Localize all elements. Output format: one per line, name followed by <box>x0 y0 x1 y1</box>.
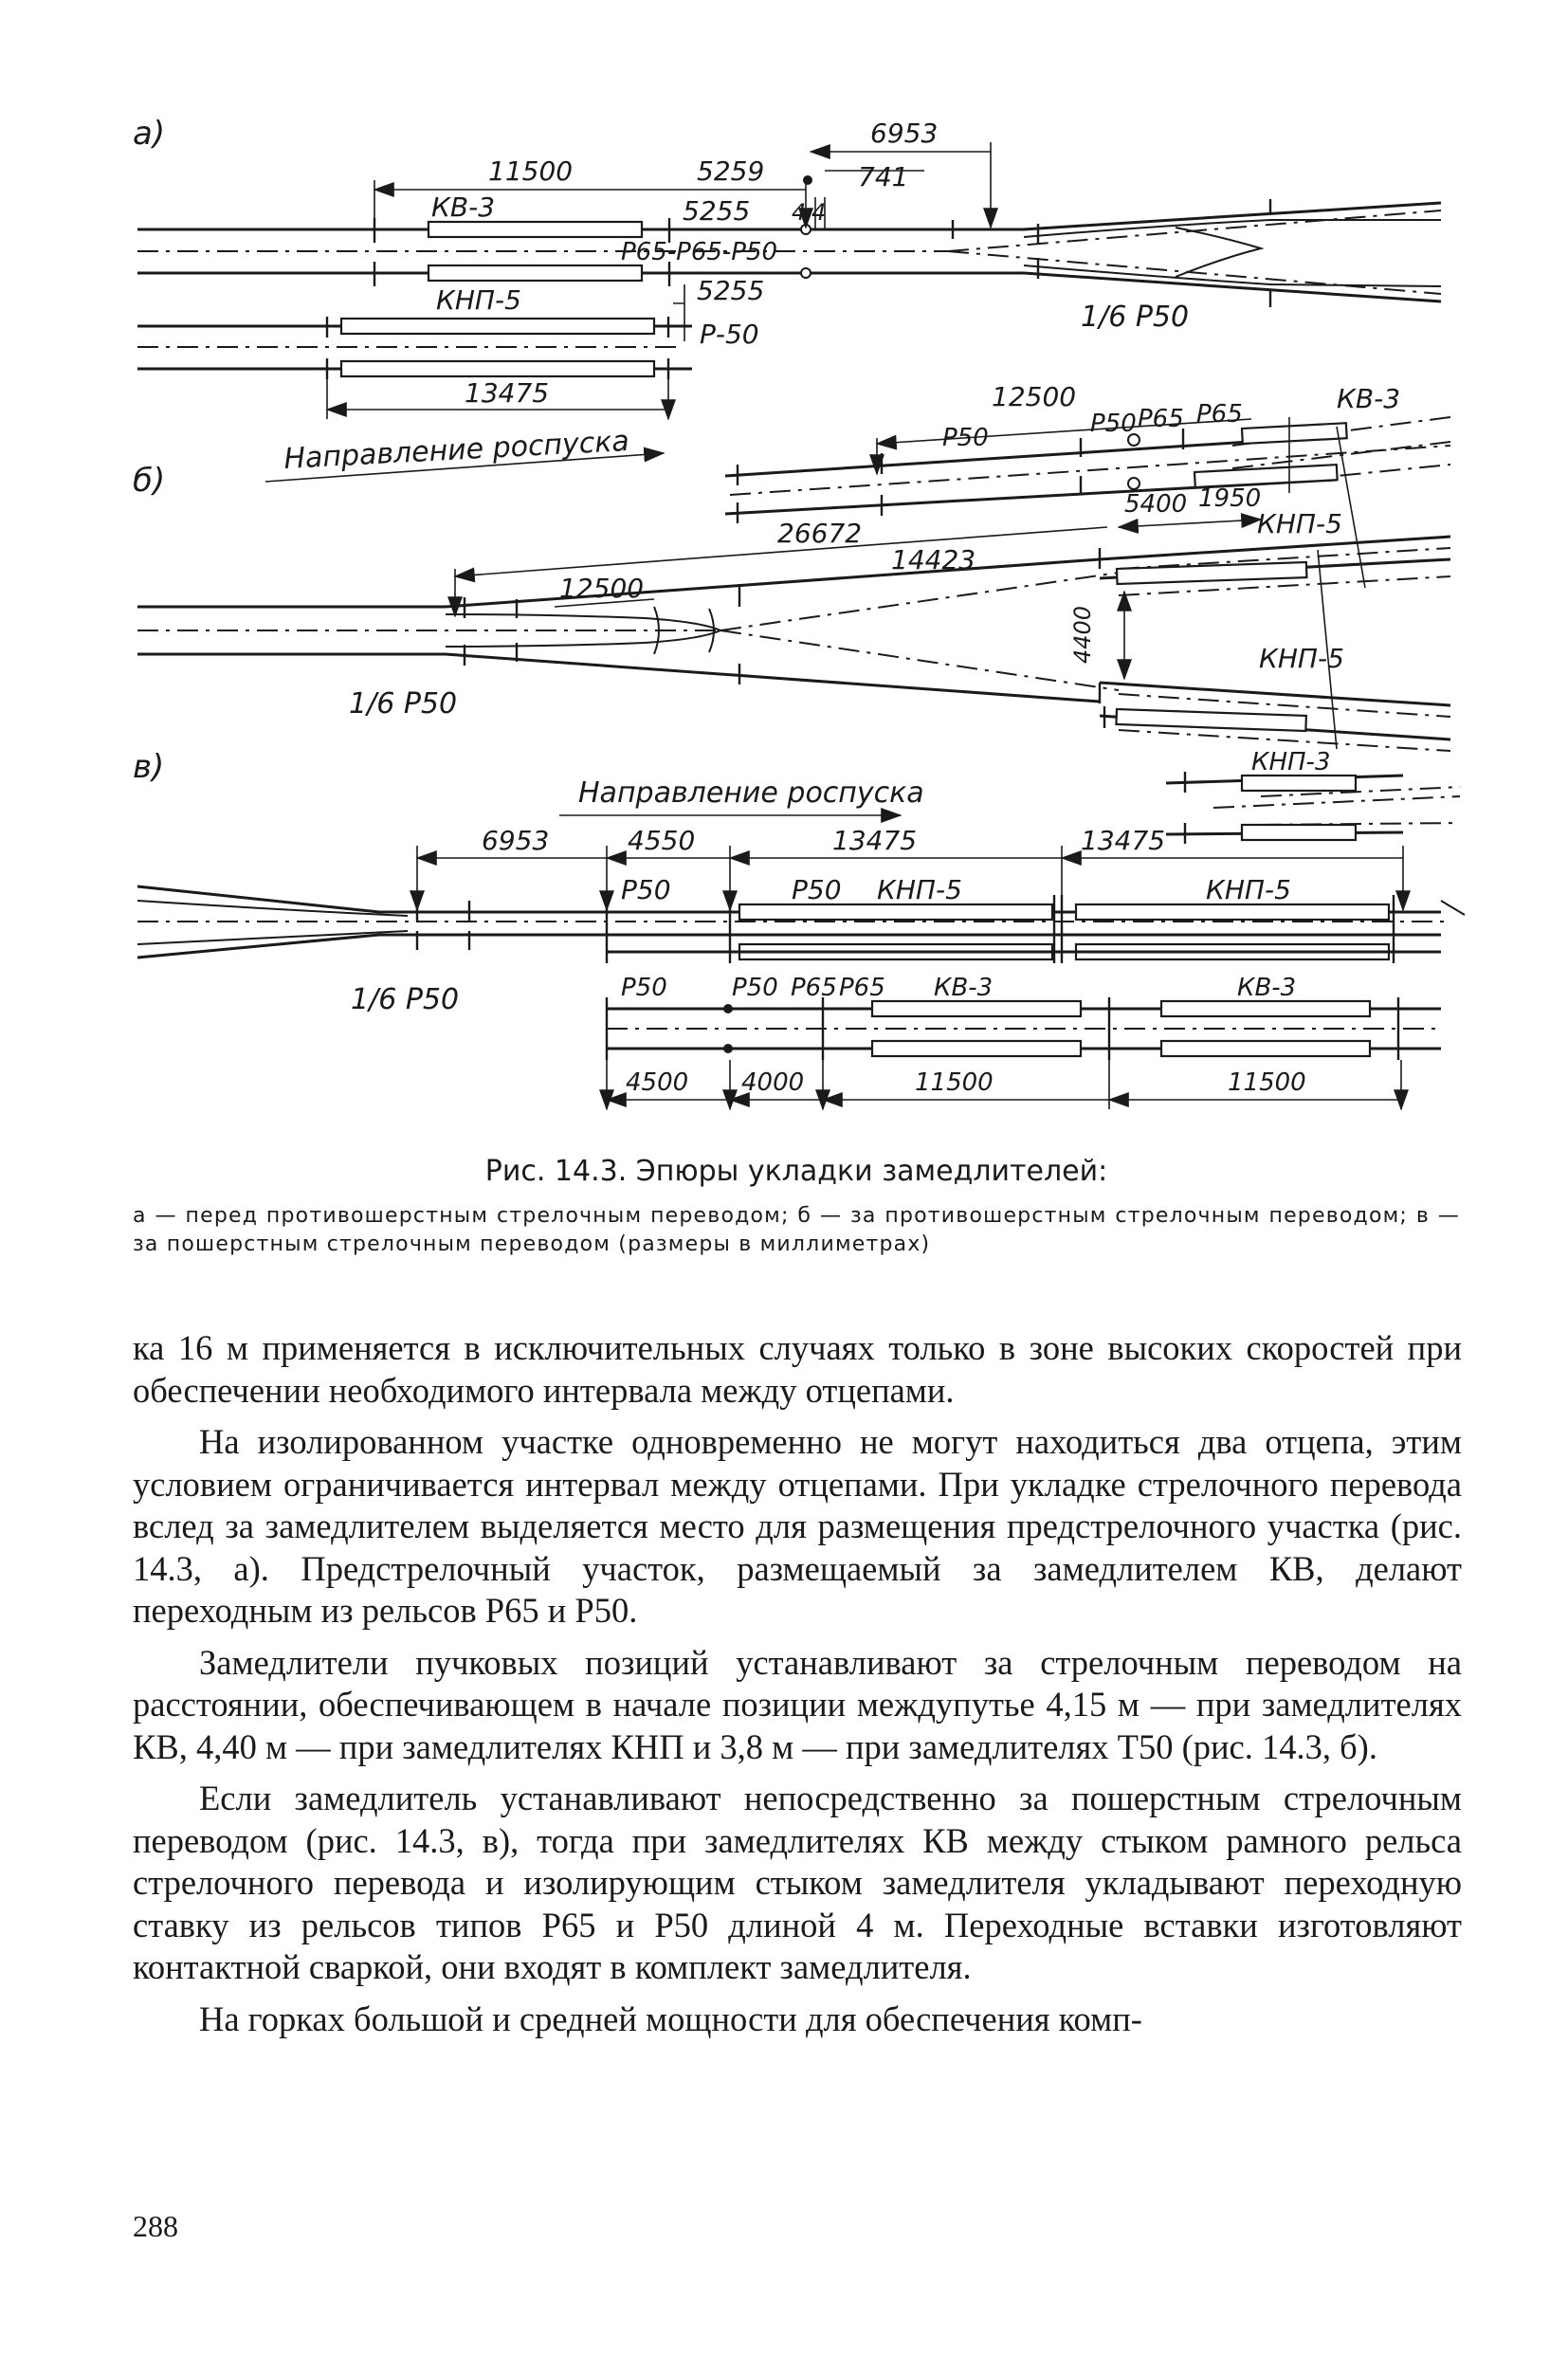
figure-caption-title: Рис. 14.3. Эпюры укладки замедлителей: <box>484 1155 1108 1188</box>
paragraph-1: ка 16 м применяется в исключительных случаях только в зоне высоких скоростей при обеспечении необходимого интервала между отцепами. <box>133 1328 1462 1410</box>
retarder-kv3-c4 <box>1161 1041 1370 1056</box>
figure-caption-description: а — перед противошерстным стрелочным переводом; б — за противошерстным стрелочным переводом; в — за пошерстным стрелочным переводом (размеры в миллиметрах) <box>133 1204 1460 1256</box>
retarder-kv3-c2 <box>1161 1001 1370 1016</box>
paragraph-3: Замедлители пучковых позиций устанавливают за стрелочным переводом на расстоянии, обеспечивающем в начале позиции междупутье 4,15 м — при замедлителях КВ, 4,40 м — при замедлителях КНП и 3,8 м — при замедлителях Т50 (рис. 14.3, б). <box>133 1642 1462 1766</box>
dim-a-5255-bottom: 5255 <box>697 275 765 306</box>
retarder-knp3-c2 <box>1242 825 1356 840</box>
dim-b-14423: 14423 <box>891 544 976 575</box>
label-c-p50-4: Р50 <box>732 974 778 1002</box>
diagram-part-c <box>133 748 1465 1109</box>
dim-c-11500-1: 11500 <box>915 1068 994 1097</box>
dim-b-1950: 1950 <box>1198 484 1262 513</box>
direction-label-1: Направление роспуска <box>283 424 630 476</box>
label-b-p65-2: Р65 <box>1196 400 1243 429</box>
part-label-c: в) <box>133 748 165 786</box>
label-a-kv3: КВ-3 <box>431 192 496 223</box>
retarder-knp5-a <box>428 265 642 281</box>
dim-c-13475-1: 13475 <box>832 825 918 856</box>
label-c-knp5-1: КНП-5 <box>877 874 962 905</box>
diagram-part-a <box>133 115 1441 419</box>
dim-b-5400: 5400 <box>1124 490 1188 519</box>
dim-b-4400: 4400 <box>1069 605 1096 664</box>
dim-b-12500-mid: 12500 <box>559 573 645 604</box>
page-number: 288 <box>133 2209 178 2243</box>
dim-c-4000: 4000 <box>741 1068 805 1097</box>
body-text <box>133 1327 1462 2050</box>
label-c-knp3: КНП-3 <box>1251 748 1331 776</box>
paragraph-2: На изолированном участке одновременно не могут находиться два отцепа, этим условием ограничивается интервал между отцепами. При укладке стрелочного перевода вслед за замедлителем выделяется место для размещения предстрелочного участка (рис. 14.3, а). Предстрелочный участок, размещаемый за замедлителем КВ, делают переходным из рельсов Р65 и Р50. <box>133 1422 1462 1630</box>
dim-a-5259: 5259 <box>697 155 765 187</box>
label-c-switch: 1/6 Р50 <box>351 983 460 1016</box>
label-c-kv3-1: КВ-3 <box>934 974 994 1002</box>
label-b-p65-1: Р65 <box>1138 405 1184 433</box>
dim-a-11500: 11500 <box>488 155 574 187</box>
dim-a-741: 741 <box>858 161 909 192</box>
part-label-a: а) <box>133 115 166 153</box>
retarder-kv3-b <box>1242 423 1347 444</box>
label-c-p65-1: Р65 <box>791 974 837 1002</box>
retarder-kv3-c3 <box>872 1041 1081 1056</box>
label-b-knp5-2: КНП-5 <box>1259 643 1344 674</box>
label-c-kv3-2: КВ-3 <box>1237 974 1297 1002</box>
dim-a-4-right: 4 <box>811 199 827 226</box>
dim-c-4500: 4500 <box>626 1068 689 1097</box>
direction-label-2: Направление роспуска <box>578 776 924 810</box>
label-c-p65-2: Р65 <box>839 974 885 1002</box>
retarder-kv3-c1 <box>872 1001 1081 1016</box>
track-layout-figure <box>0 0 1568 1147</box>
retarder-knp5-b3 <box>1116 709 1305 731</box>
paragraph-5: На горках большой и средней мощности для обеспечения комп- <box>199 1999 1142 2038</box>
retarder-p50-a2 <box>341 361 654 376</box>
label-c-p50-3: Р50 <box>621 974 667 1002</box>
part-label-b: б) <box>133 462 166 500</box>
dim-c-4550: 4550 <box>628 825 696 856</box>
dim-a-4-left: 4 <box>792 199 807 226</box>
retarder-knp5-b2 <box>1117 562 1306 584</box>
paragraph-4: Если замедлитель устанавливают непосредственно за пошерстным стрелочным переводом (рис. 14.3, в), тогда при замедлителях КВ между стыком рамного рельса стрелочного перевода и изолирующим стыком замедлителя укладывают переходную ставку из рельсов типов Р65 и Р50 длиной 4 м. Переходные вставки изготовляют контактной сваркой, они входят в комплект замедлителя. <box>133 1779 1462 1986</box>
label-c-p50-2: Р50 <box>792 874 842 905</box>
label-b-p50-1: Р50 <box>942 424 989 452</box>
retarder-knp5-c1 <box>739 904 1052 920</box>
dim-c-13475-2: 13475 <box>1081 825 1166 856</box>
retarder-p50-a1 <box>341 319 654 334</box>
retarder-kv3-a <box>428 222 642 237</box>
dim-b-12500-top: 12500 <box>992 381 1077 412</box>
direction-arrow-1 <box>265 425 664 482</box>
label-c-knp5-2: КНП-5 <box>1206 874 1291 905</box>
label-a-knp5: КНП-5 <box>436 284 521 316</box>
diagram-part-b <box>133 381 1450 751</box>
retarder-knp3-c1 <box>1242 776 1356 791</box>
dim-a-5255-top: 5255 <box>683 195 751 227</box>
retarder-knp5-c3 <box>1076 904 1389 920</box>
dim-a-13475: 13475 <box>465 377 550 409</box>
label-b-knp5-1: КНП-5 <box>1257 508 1342 539</box>
label-a-switch: 1/6 Р50 <box>1081 301 1190 334</box>
dim-b-26672: 26672 <box>777 518 863 549</box>
label-c-p50-1: Р50 <box>621 874 671 905</box>
label-b-p50-2: Р50 <box>1090 410 1137 438</box>
dim-a-6953: 6953 <box>870 118 939 149</box>
label-a-rail-transition: Р65-Р65-Р50 <box>621 238 778 266</box>
dim-c-11500-2: 11500 <box>1228 1068 1306 1097</box>
label-b-kv3: КВ-3 <box>1337 383 1401 414</box>
dim-c-6953: 6953 <box>482 825 550 856</box>
label-a-p50: Р-50 <box>700 319 759 350</box>
label-b-switch: 1/6 Р50 <box>349 687 458 721</box>
